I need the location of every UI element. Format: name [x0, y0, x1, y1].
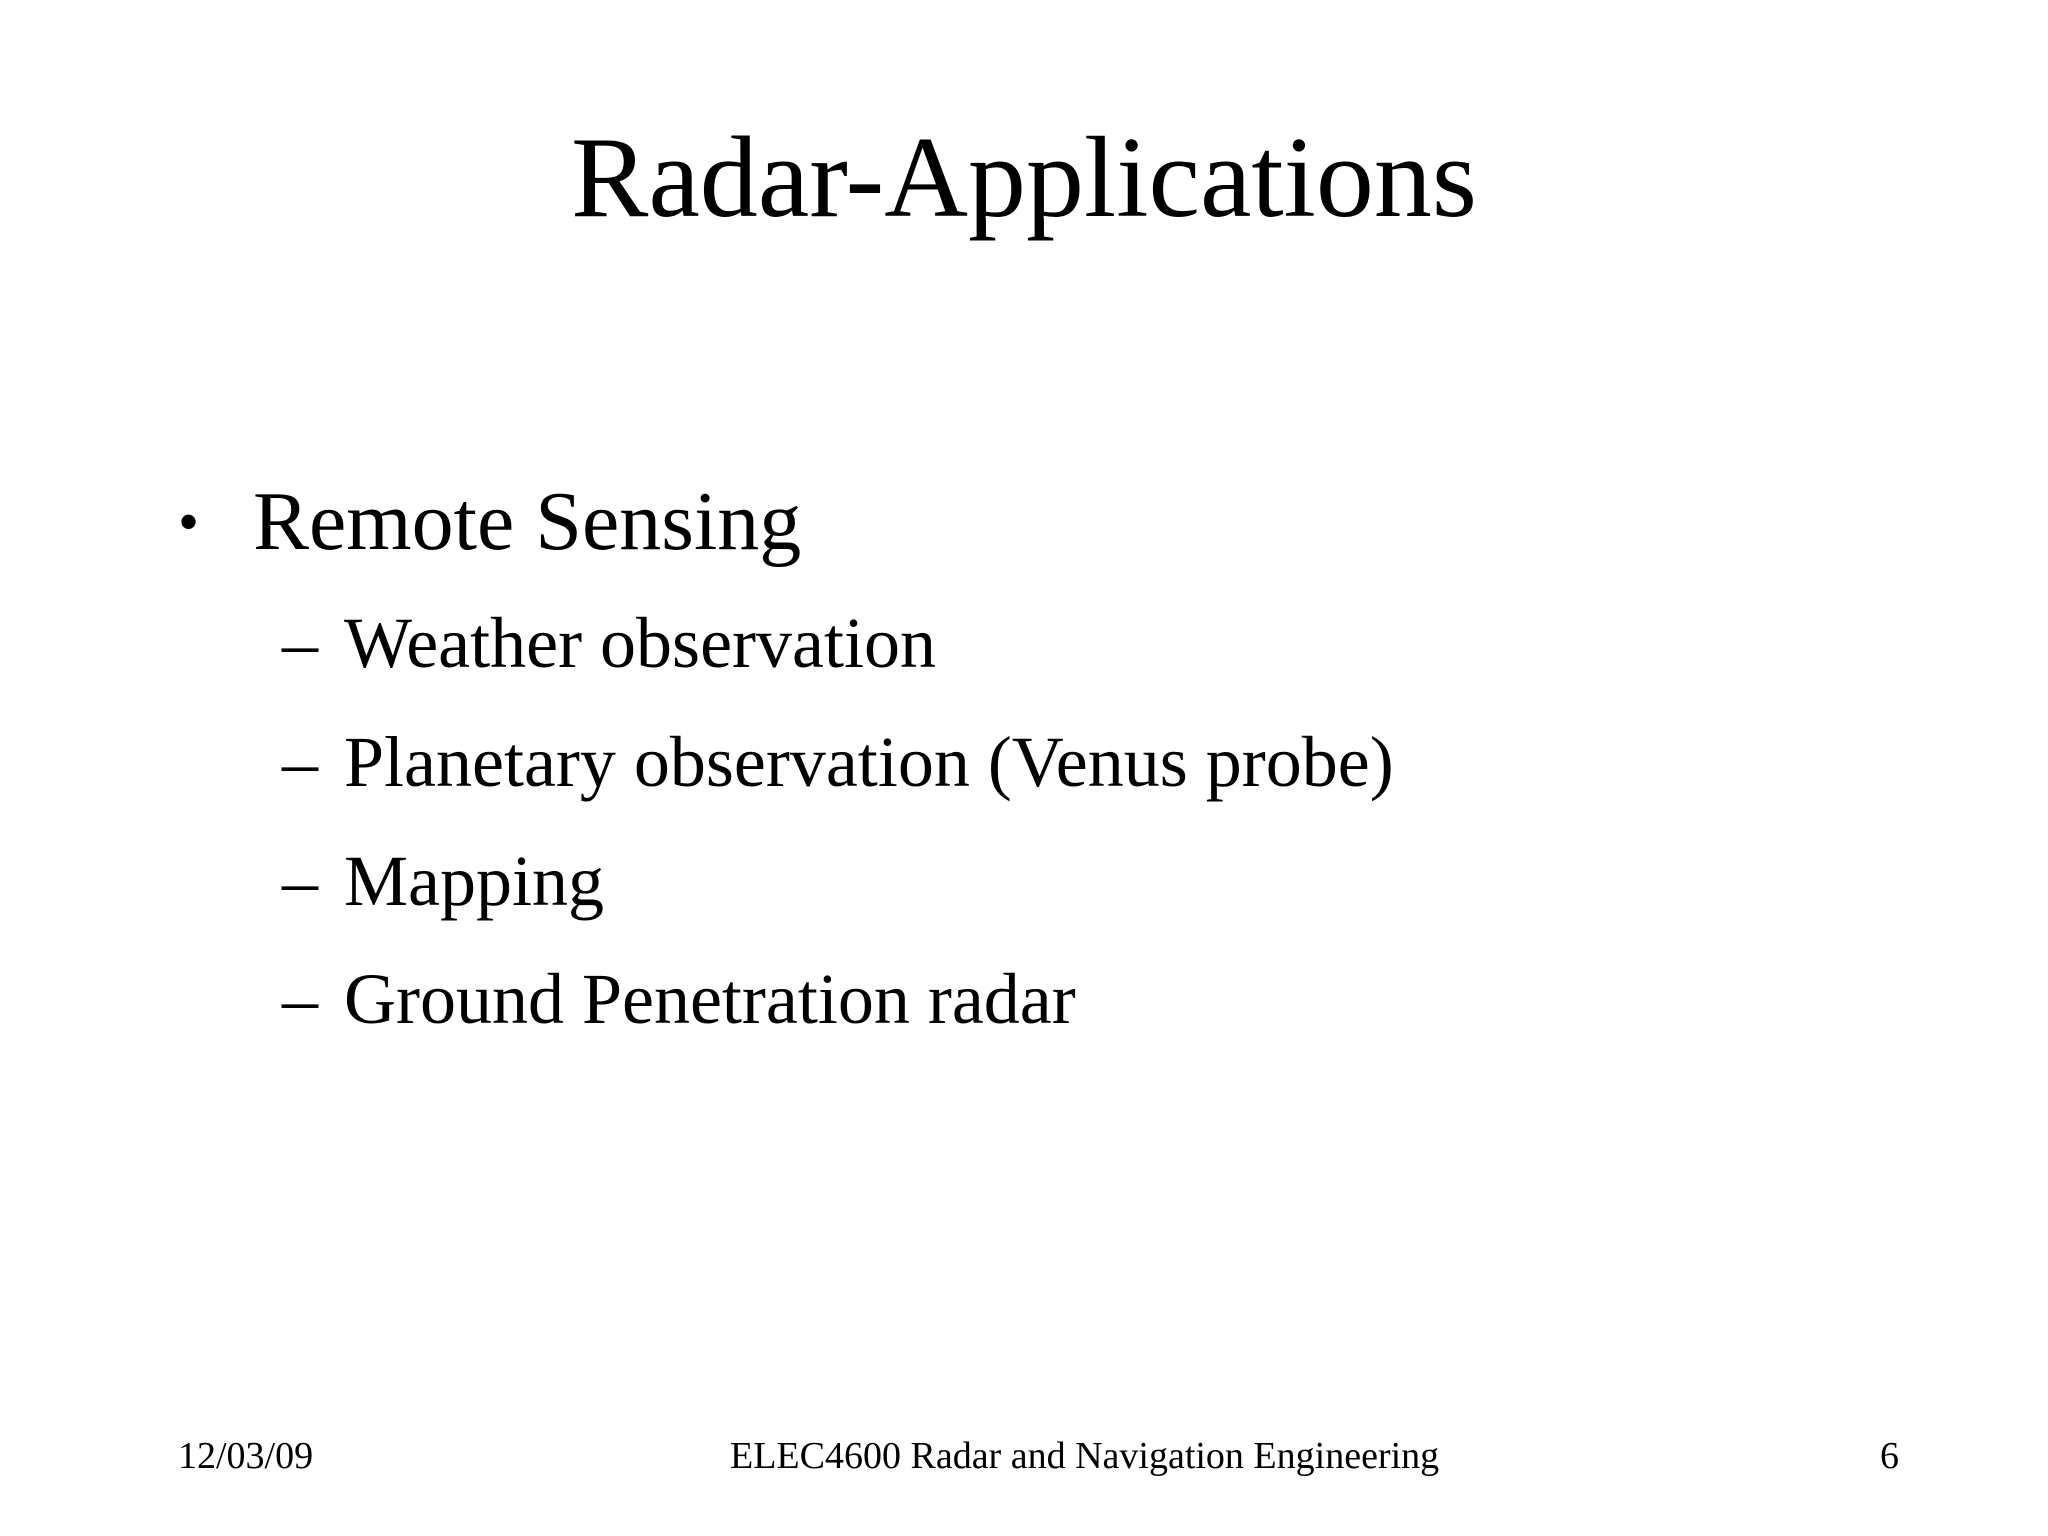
footer-date: 12/03/09: [178, 1435, 314, 1477]
sub-item-text: Ground Penetration radar: [344, 959, 1076, 1039]
sub-item-marker: –: [282, 603, 318, 683]
bullet-text: Remote Sensing: [253, 475, 802, 568]
sub-item-marker: –: [282, 841, 318, 921]
bullet-item-remote-sensing: [178, 472, 801, 572]
footer-page-number: 6: [1880, 1435, 1899, 1477]
slide-title: Radar-Applications: [570, 114, 1478, 242]
sub-item-text: Planetary observation (Venus probe): [344, 722, 1394, 802]
sub-item-text: Mapping: [344, 841, 604, 921]
bullet-marker: •: [178, 489, 200, 555]
sub-item-marker: –: [282, 959, 318, 1039]
sub-item-ground-penetration: [282, 954, 1076, 1044]
sub-item-mapping: [282, 836, 604, 926]
sub-item-text: Weather observation: [344, 603, 936, 683]
footer-course-title: ELEC4600 Radar and Navigation Engineering: [730, 1435, 1440, 1477]
sub-item-planetary: [282, 717, 1394, 807]
sub-item-weather: [282, 598, 936, 688]
sub-item-marker: –: [282, 722, 318, 802]
